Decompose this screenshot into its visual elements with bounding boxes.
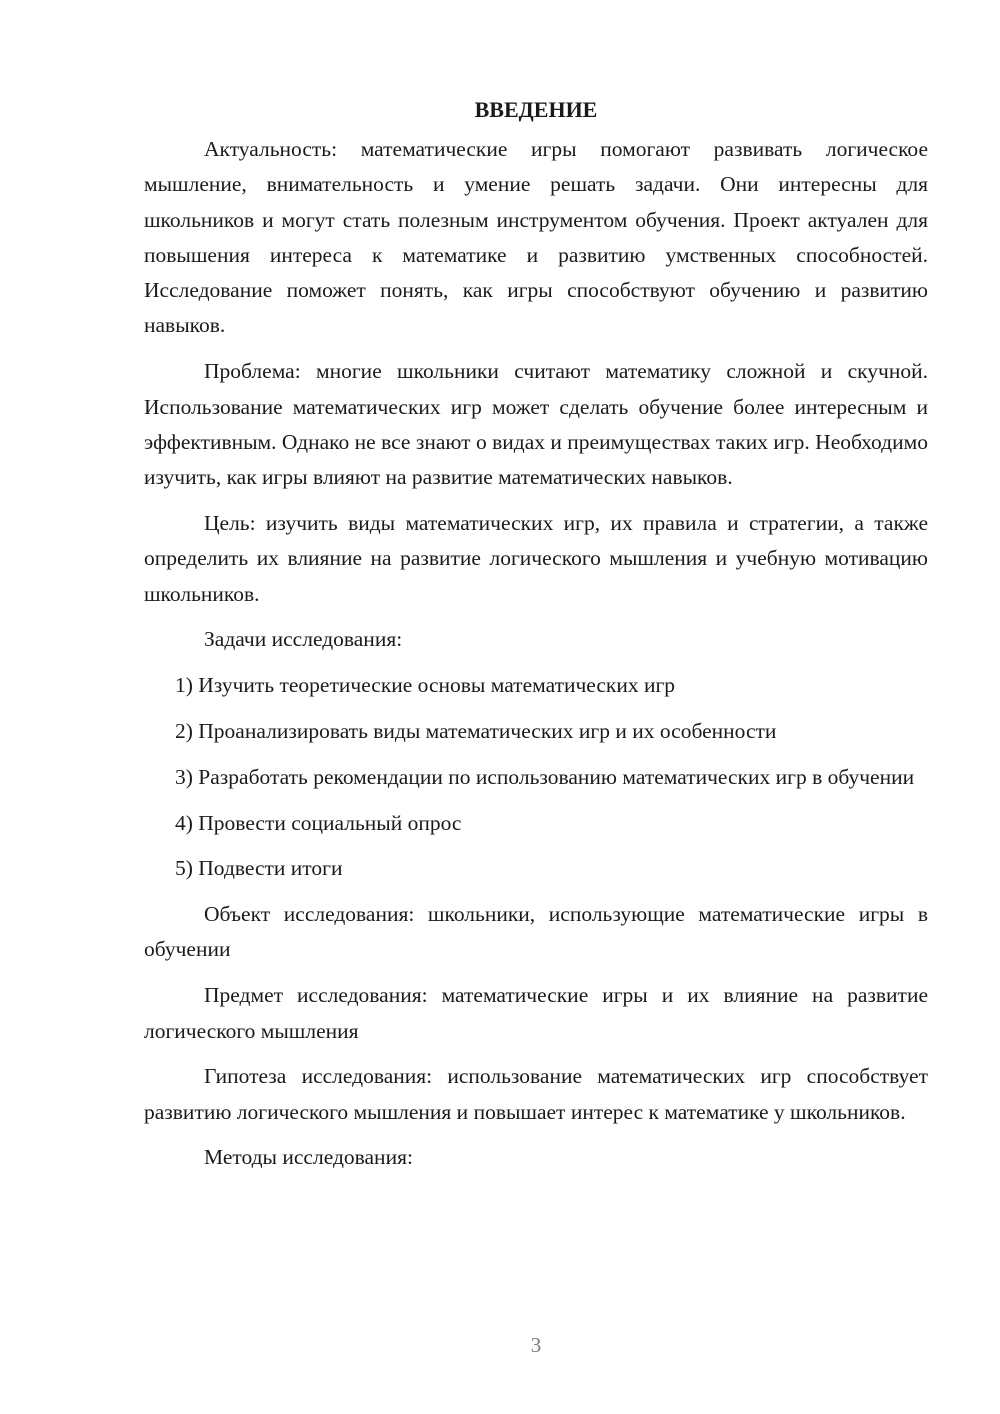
paragraph-subject: Предмет исследования: математические игры и их влияние на развитие логического мышления <box>144 983 928 1043</box>
tasks-title: Задачи исследования: <box>204 627 403 652</box>
section-heading: ВВЕДЕНИЕ <box>474 97 598 122</box>
paragraph-object: Объект исследования: школьники, использующие математические игры в обучении <box>144 902 928 962</box>
paragraph-goal: Цель: изучить виды математических игр, их правила и стратегии, а также определить их влияние на развитие логического мышления и учебную мотивацию школьников. <box>144 510 928 606</box>
list-item: 2) Проанализировать виды математических игр и их особенности <box>175 718 777 743</box>
list-item: 1) Изучить теоретические основы математических игр <box>175 673 676 698</box>
page-number: 3 <box>530 1333 542 1357</box>
list-item: 5) Подвести итоги <box>175 856 343 881</box>
list-item: 4) Провести социальный опрос <box>175 810 462 835</box>
methods-title: Методы исследования: <box>204 1145 413 1170</box>
list-item: 3) Разработать рекомендации по использованию математических игр в обучении <box>175 764 915 789</box>
paragraph-relevance: Актуальность: математические игры помогают развивать логическое мышление, внимательность и умение решать задачи. Они интересны для школьников и могут стать полезным инструментом обучения. Проект актуален для повышения интереса к математике и развитию умственных способностей. Исследование поможет понять, как игры способствуют обучению и развитию навыков. <box>144 137 928 338</box>
document-page <box>144 92 928 1186</box>
paragraph-hypothesis: Гипотеза исследования: использование математических игр способствует развитию логического мышления и повышает интерес к математике у школьников. <box>144 1064 928 1124</box>
tasks-list <box>144 668 928 886</box>
paragraph-problem: Проблема: многие школьники считают математику сложной и скучной. Использование математических игр может сделать обучение более интересным и эффективным. Однако не все знают о видах и преимуществах таких игр. Необходимо изучить, как игры влияют на развитие математических навыков. <box>144 359 928 490</box>
